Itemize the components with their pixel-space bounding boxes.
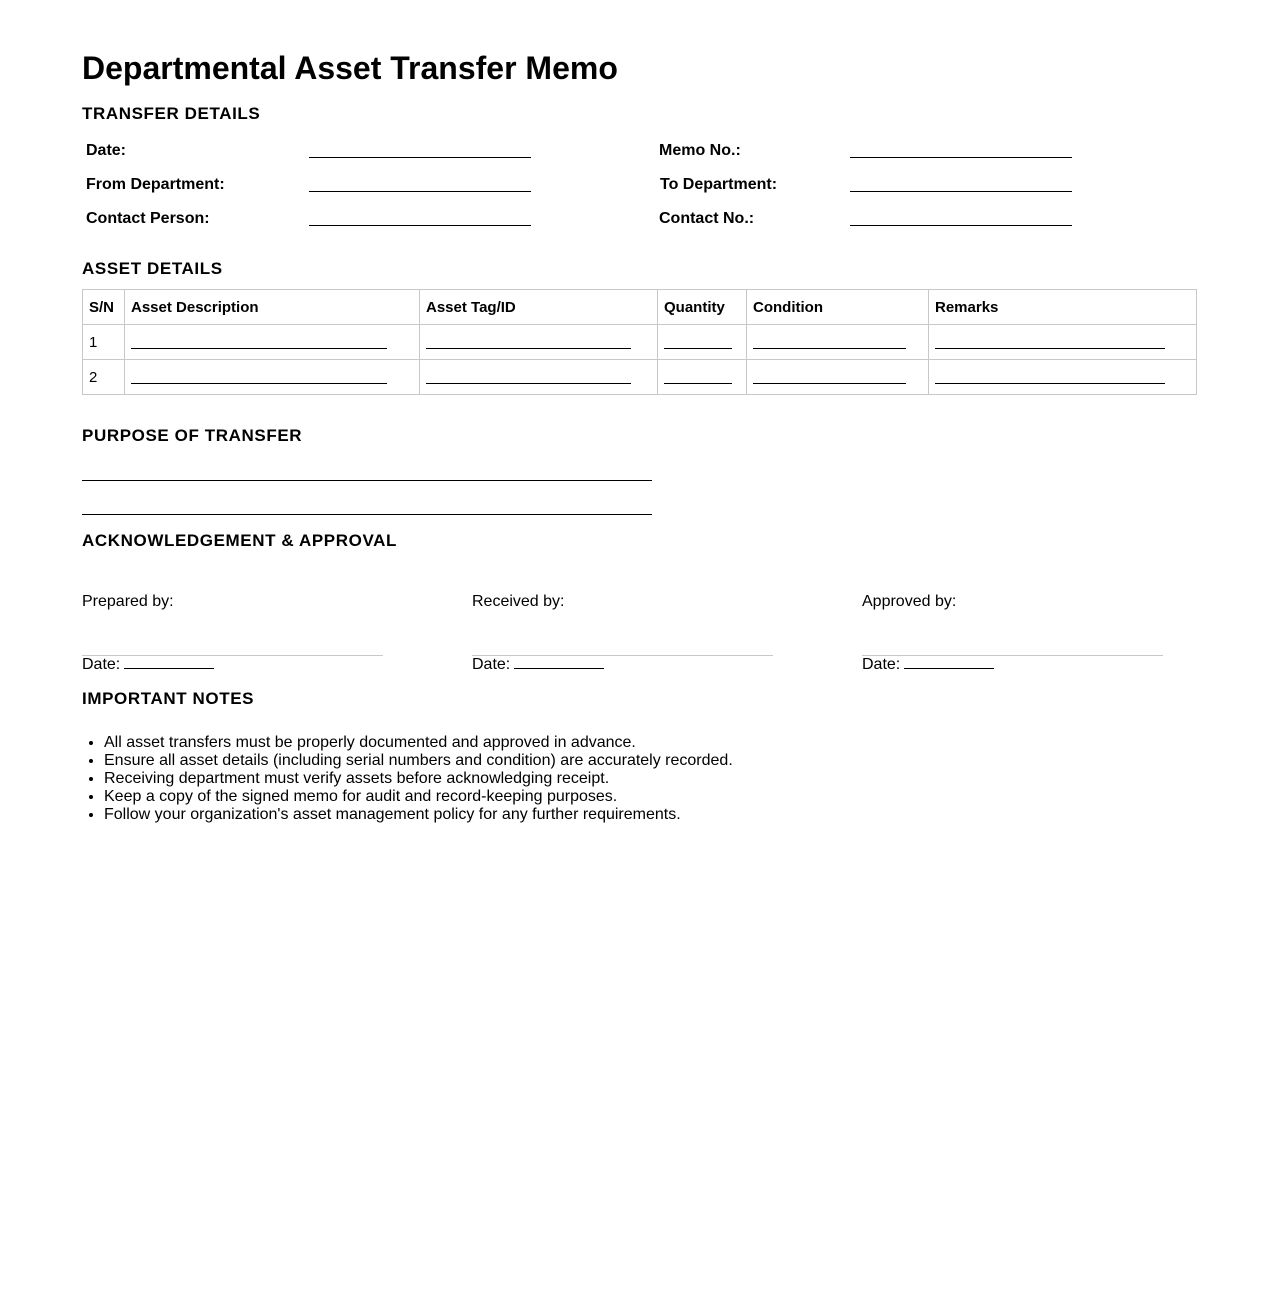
list-item: • All asset transfers must be properly documented and approved in advance. <box>104 734 733 752</box>
date-blank[interactable] <box>124 656 214 669</box>
column-header-asset-description: Asset Description <box>125 290 420 325</box>
remarks-cell[interactable] <box>929 360 1197 395</box>
prepared-by-label: Prepared by: <box>82 593 174 610</box>
asset-table <box>82 289 1197 395</box>
remarks-cell[interactable] <box>929 325 1197 360</box>
to-department-field[interactable] <box>850 191 1072 192</box>
row-number: 1 <box>83 325 125 360</box>
quantity-cell[interactable] <box>658 360 747 395</box>
purpose-line-2[interactable] <box>82 514 652 515</box>
date-label: Date: <box>86 142 127 159</box>
asset-tag-cell[interactable] <box>420 360 658 395</box>
asset-details-heading: ASSET DETAILS <box>82 259 223 278</box>
contact-person-label: Contact Person: <box>86 210 210 227</box>
memo-no-label: Memo No.: <box>659 142 741 159</box>
date-blank[interactable] <box>514 656 604 669</box>
purpose-line-1[interactable] <box>82 480 652 481</box>
date-label: Date: <box>82 656 121 673</box>
date-label: Date: <box>472 656 511 673</box>
received-by-date <box>472 656 604 674</box>
approved-by-label: Approved by: <box>862 593 957 610</box>
table-header-row <box>83 290 1197 325</box>
contact-person-field[interactable] <box>309 225 531 226</box>
list-item: • Ensure all asset details (including serial numbers and condition) are accurately recorded. <box>104 752 733 770</box>
asset-description-cell[interactable] <box>125 325 420 360</box>
approval-heading: ACKNOWLEDGEMENT & APPROVAL <box>82 531 397 550</box>
prepared-by-date <box>82 656 214 674</box>
from-department-field[interactable] <box>309 191 531 192</box>
page-title: Departmental Asset Transfer Memo <box>82 50 618 86</box>
approved-by-date <box>862 656 994 674</box>
received-by-label: Received by: <box>472 593 565 610</box>
contact-no-label: Contact No.: <box>659 210 755 227</box>
date-blank[interactable] <box>904 656 994 669</box>
asset-tag-cell[interactable] <box>420 325 658 360</box>
purpose-heading: PURPOSE OF TRANSFER <box>82 426 303 445</box>
column-header-condition: Condition <box>747 290 929 325</box>
column-header-remarks: Remarks <box>929 290 1197 325</box>
table-row <box>83 325 1197 360</box>
column-header-sn: S/N <box>83 290 125 325</box>
date-label: Date: <box>862 656 901 673</box>
memo-no-field[interactable] <box>850 157 1072 158</box>
quantity-cell[interactable] <box>658 325 747 360</box>
notes-heading: IMPORTANT NOTES <box>82 689 255 708</box>
list-item: • Follow your organization's asset management policy for any further requirements. <box>104 806 733 824</box>
date-field[interactable] <box>309 157 531 158</box>
from-department-label: From Department: <box>86 176 225 193</box>
transfer-details-heading: TRANSFER DETAILS <box>82 104 261 123</box>
column-header-quantity: Quantity <box>658 290 747 325</box>
condition-cell[interactable] <box>747 360 929 395</box>
condition-cell[interactable] <box>747 325 929 360</box>
table-row <box>83 360 1197 395</box>
list-item: • Receiving department must verify assets before acknowledging receipt. <box>104 770 733 788</box>
notes-list <box>82 734 733 824</box>
column-header-asset-tag: Asset Tag/ID <box>420 290 658 325</box>
contact-no-field[interactable] <box>850 225 1072 226</box>
row-number: 2 <box>83 360 125 395</box>
to-department-label: To Department: <box>660 176 778 193</box>
asset-description-cell[interactable] <box>125 360 420 395</box>
list-item: • Keep a copy of the signed memo for audit and record-keeping purposes. <box>104 788 733 806</box>
